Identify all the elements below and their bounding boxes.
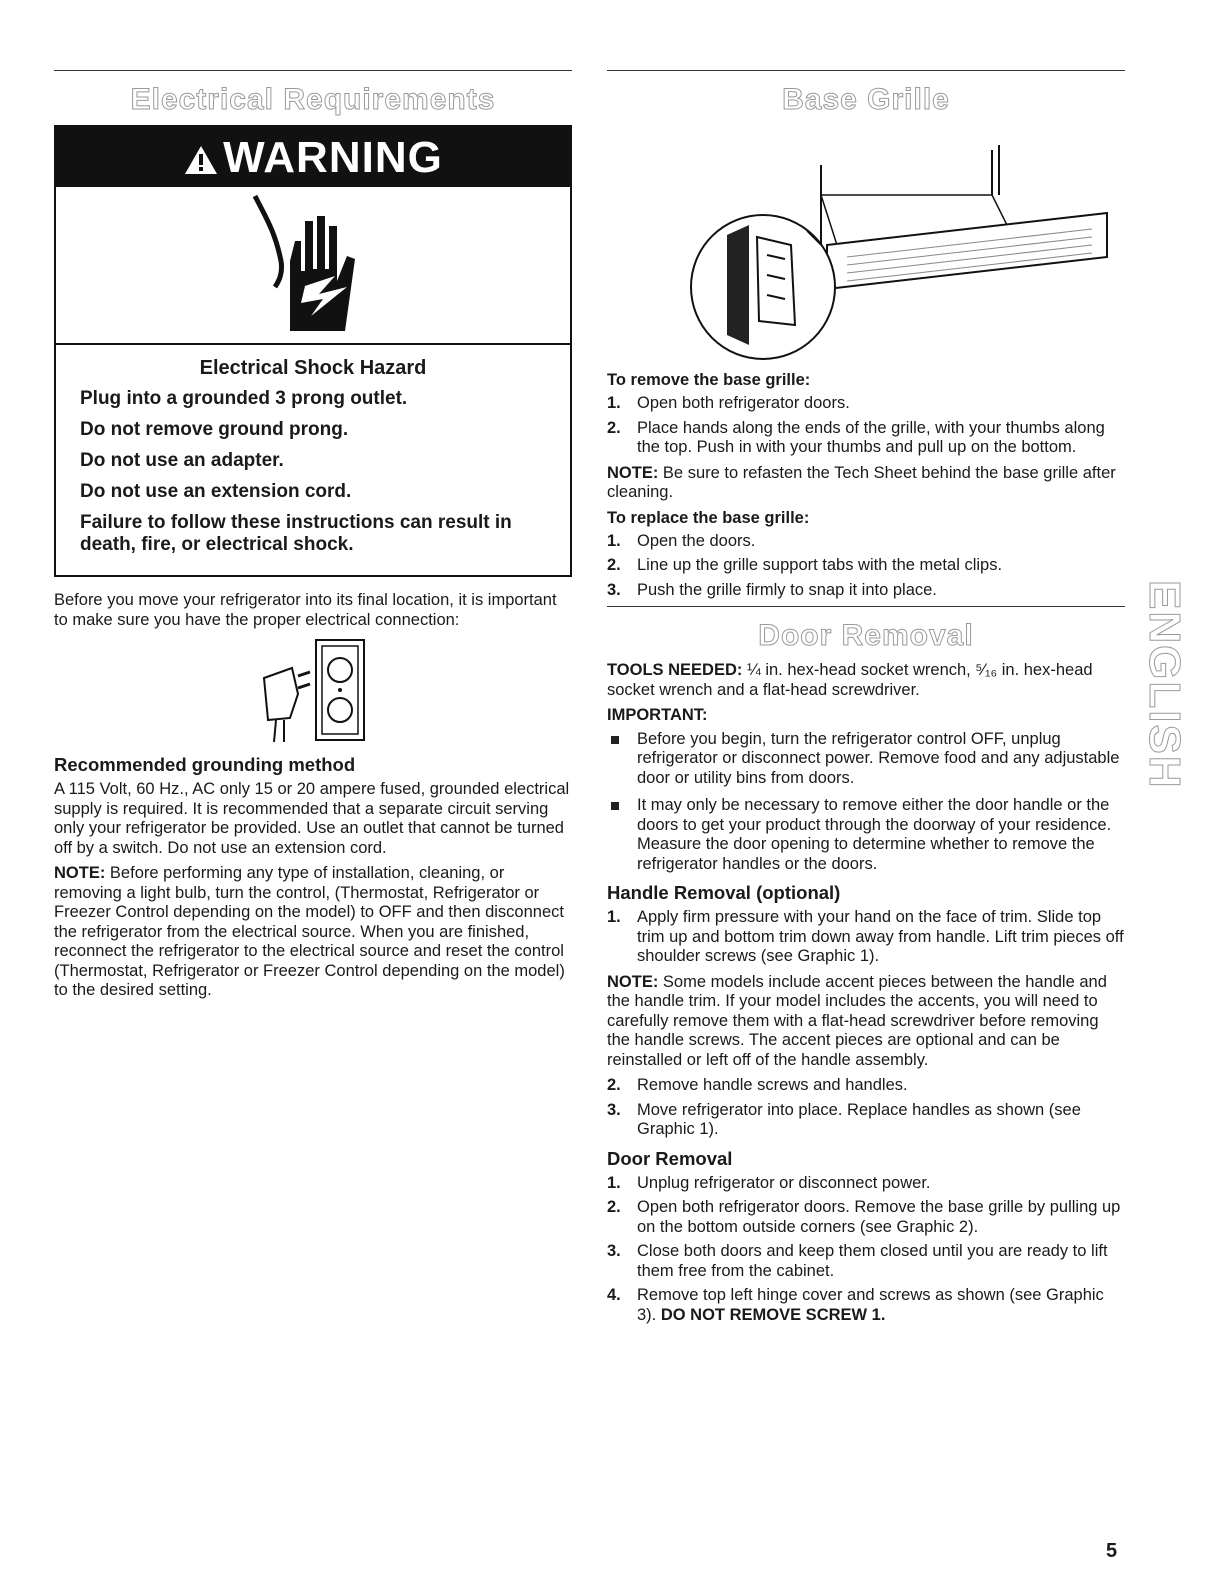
warning-heading: WARNING [223,133,443,182]
bullet-item: It may only be necessary to remove either the door handle or the doors to get your product through the doorway of your residence. Measure the door opening to determine whether to remove the refrigerator handles or the doors. [607,796,1125,874]
step-item: 1. Open the doors. [607,531,756,550]
note-paragraph [54,864,572,1001]
hazard-title: Electrical Shock Hazard [199,357,427,379]
note-label: NOTE: [54,864,106,882]
note-text: Before performing any type of installation, cleaning, or removing a light bulb, turn the control, (Thermostat, Refrigerator or Freezer Control depending on the model) to OFF and then disconnect the refrigerator from the electrical source. When you are finished, reconnect the refrigerator to the electrical source and reset the control (Thermostat, Refrigerator or Freezer Control depending on the model) to the desired setting. [54,864,565,999]
handle-removal-heading: Handle Removal (optional) [607,882,841,903]
base-grille-title: Base Grille [782,83,950,116]
remove-grille-steps [607,394,1125,458]
important-label: IMPORTANT: [607,706,708,724]
grounding-heading: Recommended grounding method [54,754,356,775]
step-item: 1. Open both refrigerator doors. [607,394,850,412]
warning-line: Plug into a grounded 3 prong outlet. [80,388,408,409]
step-item: 2. Place hands along the ends of the grille, with your thumbs along the top. Push in with your thumbs and pull up on the bottom. [607,418,1105,456]
step-item: 4. Remove top left hinge cover and screws as shown (see Graphic 3). DO NOT REMOVE SCREW 1. [607,1286,1104,1324]
plug-and-outlet-icon [254,638,374,744]
note-label: NOTE: [607,463,659,482]
replace-grille-heading: To replace the base grille: [607,508,810,527]
accent-note: NOTE: Some models include accent pieces between the handle and the handle trim. If your model includes the accents, you will need to carefully remove them with a flat-head screwdriver before removing the handle screws. The accent pieces are optional and can be reinstalled or left off of the handle assembly. [607,972,1107,1069]
handle-steps-rest [607,1076,1125,1140]
step-item: 3. Move refrigerator into place. Replace handles as shown (see Graphic 1). [607,1100,1081,1138]
step-item: 2. Open both refrigerator doors. Remove the base grille by pulling up on the bottom outside corners (see Graphic 2). [607,1198,1121,1236]
grounded-outlet-graphic [54,636,572,746]
electric-shock-hand-icon [235,191,395,341]
warning-line: Do not use an adapter. [80,450,284,471]
step-item: 3. Close both doors and keep them closed until you are ready to lift them free from the cabinet. [607,1242,1108,1280]
grille-note: NOTE: Be sure to refasten the Tech Sheet behind the base grille after cleaning. [607,463,1116,501]
warning-header [56,127,570,187]
base-grille-illustration [687,125,1127,363]
language-side-tab: ENGLISH [1140,580,1189,790]
step-item: 2. Line up the grille support tabs with the metal clips. [607,556,1003,574]
step-item: 1. Apply firm pressure with your hand on the face of trim. Slide top trim up and bottom trim down away from handle. Lift trim pieces off shoulder screws (see Graphic 1). [607,908,1124,965]
grounding-paragraph: A 115 Volt, 60 Hz., AC only 15 or 20 ampere fused, grounded electrical supply is required. It is recommended that a separate circuit serving only your refrigerator be provided. Use an outlet that cannot be turned off by a switch. Do not use an extension cord. [54,780,570,857]
replace-grille-steps [607,532,1125,601]
bullet-square-icon [611,736,619,744]
page-number: 5 [1106,1540,1118,1562]
tools-needed: TOOLS NEEDED: ¼ in. hex-head socket wrench, ⁵⁄₁₆ in. hex-head socket wrench and a flat-head screwdriver. [607,661,1093,699]
warning-triangle-icon [183,144,219,176]
warning-box [54,125,572,577]
warning-text [56,345,570,575]
door-steps [607,1174,1125,1326]
bullet-item: Before you begin, turn the refrigerator control OFF, unplug refrigerator or disconnect power. Remove food and any adjustable door or utility bins from doors. [607,730,1125,789]
intro-paragraph: Before you move your refrigerator into its final location, it is important to make sure you have the proper electrical connection: [54,591,557,629]
base-grille-graphic [607,125,1125,365]
step-item: 3. Push the grille firmly to snap it into place. [607,580,937,599]
right-column [607,70,1125,1331]
section-rule [607,606,1125,607]
step-item: 2. Remove handle screws and handles. [607,1076,908,1094]
warning-line: Failure to follow these instructions can result in death, fire, or electrical shock. [80,512,512,555]
section-rule [54,70,572,71]
warning-line: Do not use an extension cord. [80,481,352,502]
electrical-requirements-title: Electrical Requirements [130,83,496,116]
left-column [54,70,572,1007]
shock-hazard-graphic [56,187,570,345]
important-list [607,730,1125,875]
warning-line: Do not remove ground prong. [80,419,349,440]
remove-grille-heading: To remove the base grille: [607,371,811,389]
door-removal-heading: Door Removal [607,1147,733,1169]
step-item: 1. Unplug refrigerator or disconnect power. [607,1173,931,1192]
section-rule [607,70,1125,71]
door-removal-title: Door Removal [758,619,974,652]
bullet-square-icon [611,802,619,810]
handle-steps [607,908,1125,967]
